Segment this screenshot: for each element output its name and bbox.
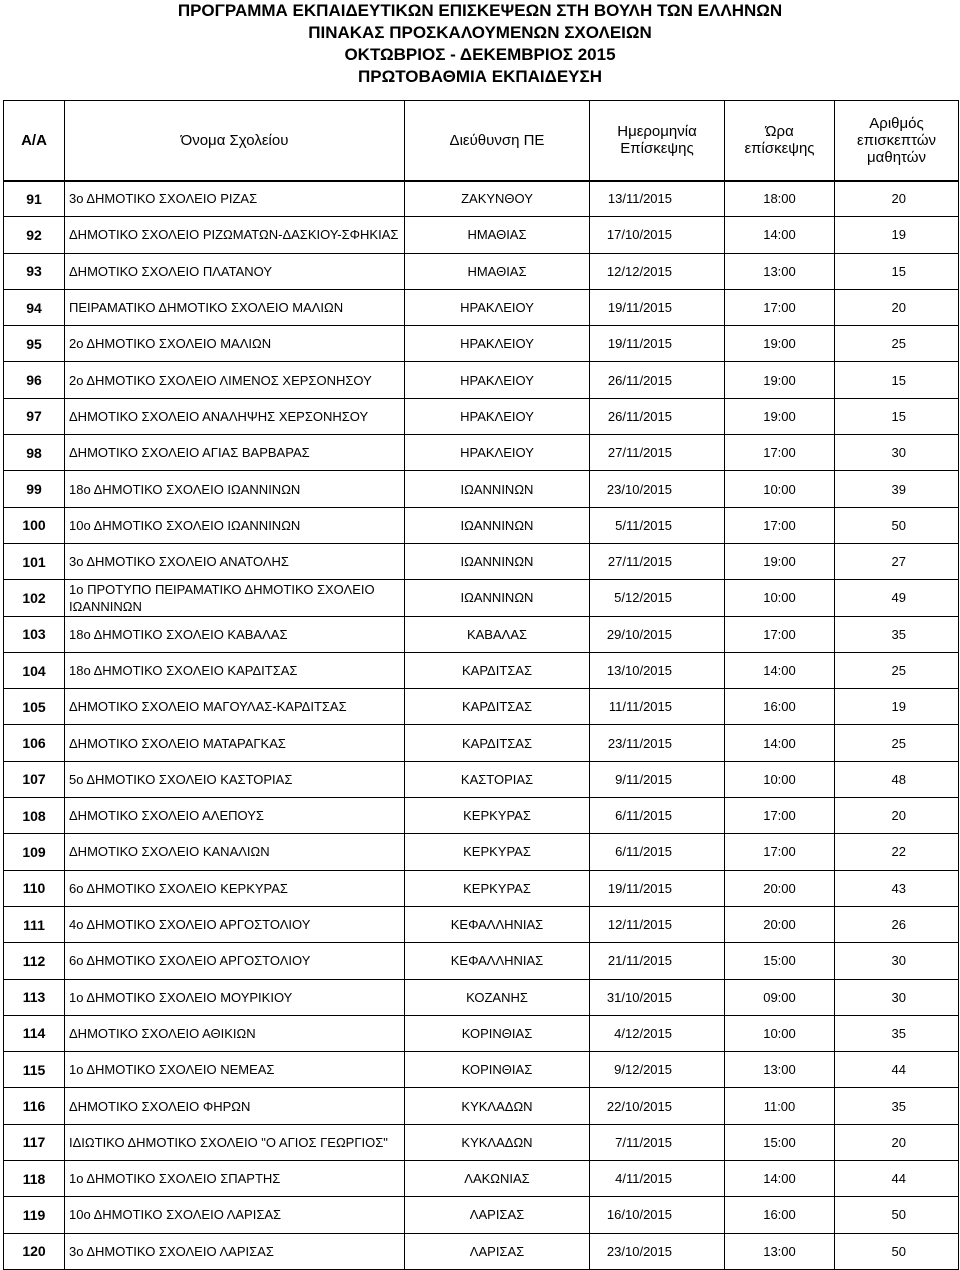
cell-directorate: ΚΑΡΔΙΤΣΑΣ [405, 689, 590, 725]
table-row [4, 870, 959, 906]
cell-date: 4/12/2015 [590, 1015, 725, 1051]
cell-time: 10:00 [725, 761, 835, 797]
table-row [4, 834, 959, 870]
cell-school-name: ΔΗΜΟΤΙΚΟ ΣΧΟΛΕΙΟ ΑΘΙΚΙΩΝ [65, 1015, 405, 1051]
cell-directorate: ΙΩΑΝΝΙΝΩΝ [405, 507, 590, 543]
cell-students: 35 [835, 1088, 959, 1124]
cell-date: 9/11/2015 [590, 761, 725, 797]
cell-aa: 114 [4, 1015, 65, 1051]
cell-directorate: ΚΕΡΚΥΡΑΣ [405, 798, 590, 834]
cell-students: 15 [835, 398, 959, 434]
cell-time: 11:00 [725, 1088, 835, 1124]
cell-directorate: ΙΩΑΝΝΙΝΩΝ [405, 471, 590, 507]
cell-aa: 113 [4, 979, 65, 1015]
table-row [4, 507, 959, 543]
cell-time: 14:00 [725, 725, 835, 761]
cell-time: 14:00 [725, 1161, 835, 1197]
cell-date: 12/11/2015 [590, 906, 725, 942]
table-row [4, 1124, 959, 1160]
cell-school-name: 18ο ΔΗΜΟΤΙΚΟ ΣΧΟΛΕΙΟ ΙΩΑΝΝΙΝΩΝ [65, 471, 405, 507]
cell-school-name: 18ο ΔΗΜΟΤΙΚΟ ΣΧΟΛΕΙΟ ΚΑΒΑΛΑΣ [65, 616, 405, 652]
cell-school-name: ΔΗΜΟΤΙΚΟ ΣΧΟΛΕΙΟ ΜΑΓΟΥΛΑΣ-ΚΑΡΔΙΤΣΑΣ [65, 689, 405, 725]
col-header-date: Ημερομηνία Επίσκεψης [590, 101, 725, 181]
cell-directorate: ΗΡΑΚΛΕΙΟΥ [405, 362, 590, 398]
cell-students: 25 [835, 326, 959, 362]
cell-time: 14:00 [725, 217, 835, 253]
cell-aa: 120 [4, 1233, 65, 1269]
cell-directorate: ΚΕΦΑΛΛΗΝΙΑΣ [405, 943, 590, 979]
cell-time: 20:00 [725, 906, 835, 942]
cell-aa: 117 [4, 1124, 65, 1160]
cell-directorate: ΛΑΡΙΣΑΣ [405, 1197, 590, 1233]
cell-date: 31/10/2015 [590, 979, 725, 1015]
cell-date: 12/12/2015 [590, 253, 725, 289]
cell-aa: 107 [4, 761, 65, 797]
cell-aa: 115 [4, 1052, 65, 1088]
cell-time: 19:00 [725, 326, 835, 362]
cell-date: 23/11/2015 [590, 725, 725, 761]
table-row [4, 798, 959, 834]
table-row [4, 906, 959, 942]
table-row [4, 616, 959, 652]
table-row [4, 543, 959, 579]
table-row [4, 326, 959, 362]
cell-directorate: ΚΥΚΛΑΔΩΝ [405, 1088, 590, 1124]
cell-time: 18:00 [725, 181, 835, 217]
cell-date: 5/11/2015 [590, 507, 725, 543]
cell-time: 16:00 [725, 689, 835, 725]
table-row [4, 1052, 959, 1088]
cell-students: 25 [835, 725, 959, 761]
table-row [4, 725, 959, 761]
cell-directorate: ΚΟΡΙΝΘΙΑΣ [405, 1052, 590, 1088]
table-row [4, 1161, 959, 1197]
col-header-time: Ώρα επίσκεψης [725, 101, 835, 181]
cell-students: 43 [835, 870, 959, 906]
cell-students: 30 [835, 979, 959, 1015]
cell-time: 17:00 [725, 507, 835, 543]
col-header-name: Όνομα Σχολείου [65, 101, 405, 181]
cell-school-name: 1ο ΔΗΜΟΤΙΚΟ ΣΧΟΛΕΙΟ ΜΟΥΡΙΚΙΟΥ [65, 979, 405, 1015]
cell-time: 13:00 [725, 253, 835, 289]
table-row [4, 398, 959, 434]
cell-school-name: 2ο ΔΗΜΟΤΙΚΟ ΣΧΟΛΕΙΟ ΜΑΛΙΩΝ [65, 326, 405, 362]
cell-school-name: ΔΗΜΟΤΙΚΟ ΣΧΟΛΕΙΟ ΚΑΝΑΛΙΩΝ [65, 834, 405, 870]
cell-aa: 106 [4, 725, 65, 761]
cell-aa: 95 [4, 326, 65, 362]
table-row [4, 289, 959, 325]
cell-school-name: ΔΗΜΟΤΙΚΟ ΣΧΟΛΕΙΟ ΑΝΑΛΗΨΗΣ ΧΕΡΣΟΝΗΣΟΥ [65, 398, 405, 434]
cell-date: 23/10/2015 [590, 471, 725, 507]
cell-students: 19 [835, 689, 959, 725]
cell-school-name: ΙΔΙΩΤΙΚΟ ΔΗΜΟΤΙΚΟ ΣΧΟΛΕΙΟ "Ο ΑΓΙΟΣ ΓΕΩΡΓΙΟΣ" [65, 1124, 405, 1160]
cell-school-name: 3ο ΔΗΜΟΤΙΚΟ ΣΧΟΛΕΙΟ ΑΝΑΤΟΛΗΣ [65, 543, 405, 579]
cell-school-name: ΠΕΙΡΑΜΑΤΙΚΟ ΔΗΜΟΤΙΚΟ ΣΧΟΛΕΙΟ ΜΑΛΙΩΝ [65, 289, 405, 325]
cell-aa: 99 [4, 471, 65, 507]
cell-directorate: ΚΕΦΑΛΛΗΝΙΑΣ [405, 906, 590, 942]
cell-aa: 110 [4, 870, 65, 906]
cell-aa: 100 [4, 507, 65, 543]
cell-school-name: 10ο ΔΗΜΟΤΙΚΟ ΣΧΟΛΕΙΟ ΙΩΑΝΝΙΝΩΝ [65, 507, 405, 543]
table-row [4, 580, 959, 616]
cell-aa: 105 [4, 689, 65, 725]
cell-students: 50 [835, 1233, 959, 1269]
cell-time: 17:00 [725, 435, 835, 471]
cell-date: 26/11/2015 [590, 398, 725, 434]
cell-date: 16/10/2015 [590, 1197, 725, 1233]
cell-aa: 102 [4, 580, 65, 616]
cell-directorate: ΗΡΑΚΛΕΙΟΥ [405, 289, 590, 325]
cell-time: 17:00 [725, 798, 835, 834]
cell-date: 6/11/2015 [590, 798, 725, 834]
cell-directorate: ΛΑΡΙΣΑΣ [405, 1233, 590, 1269]
cell-students: 25 [835, 652, 959, 688]
cell-aa: 97 [4, 398, 65, 434]
cell-time: 14:00 [725, 652, 835, 688]
doc-subtitle: ΠΙΝΑΚΑΣ ΠΡΟΣΚΑΛΟΥΜΕΝΩΝ ΣΧΟΛΕΙΩΝ [308, 23, 652, 42]
table-row [4, 689, 959, 725]
cell-aa: 119 [4, 1197, 65, 1233]
cell-school-name: ΔΗΜΟΤΙΚΟ ΣΧΟΛΕΙΟ ΑΛΕΠΟΥΣ [65, 798, 405, 834]
cell-school-name: 18ο ΔΗΜΟΤΙΚΟ ΣΧΟΛΕΙΟ ΚΑΡΔΙΤΣΑΣ [65, 652, 405, 688]
cell-aa: 103 [4, 616, 65, 652]
table-header-row [4, 101, 959, 181]
cell-students: 20 [835, 289, 959, 325]
cell-aa: 93 [4, 253, 65, 289]
cell-directorate: ΗΜΑΘΙΑΣ [405, 253, 590, 289]
cell-directorate: ΖΑΚΥΝΘΟΥ [405, 181, 590, 217]
table-row [4, 761, 959, 797]
cell-time: 10:00 [725, 1015, 835, 1051]
cell-directorate: ΗΡΑΚΛΕΙΟΥ [405, 398, 590, 434]
cell-students: 19 [835, 217, 959, 253]
cell-time: 09:00 [725, 979, 835, 1015]
cell-aa: 98 [4, 435, 65, 471]
document-header [0, 0, 960, 88]
cell-date: 17/10/2015 [590, 217, 725, 253]
cell-students: 35 [835, 616, 959, 652]
cell-directorate: ΚΟΖΑΝΗΣ [405, 979, 590, 1015]
cell-time: 15:00 [725, 1124, 835, 1160]
cell-students: 15 [835, 362, 959, 398]
cell-directorate: ΗΜΑΘΙΑΣ [405, 217, 590, 253]
cell-time: 13:00 [725, 1233, 835, 1269]
cell-time: 16:00 [725, 1197, 835, 1233]
cell-directorate: ΚΑΣΤΟΡΙΑΣ [405, 761, 590, 797]
cell-school-name: ΔΗΜΟΤΙΚΟ ΣΧΟΛΕΙΟ ΜΑΤΑΡΑΓΚΑΣ [65, 725, 405, 761]
cell-date: 4/11/2015 [590, 1161, 725, 1197]
cell-school-name: ΔΗΜΟΤΙΚΟ ΣΧΟΛΕΙΟ ΑΓΙΑΣ ΒΑΡΒΑΡΑΣ [65, 435, 405, 471]
cell-students: 22 [835, 834, 959, 870]
cell-directorate: ΗΡΑΚΛΕΙΟΥ [405, 435, 590, 471]
table-row [4, 217, 959, 253]
table-row [4, 253, 959, 289]
table-row [4, 1015, 959, 1051]
cell-date: 13/10/2015 [590, 652, 725, 688]
col-header-directorate: Διεύθυνση ΠΕ [405, 101, 590, 181]
cell-date: 7/11/2015 [590, 1124, 725, 1160]
cell-date: 23/10/2015 [590, 1233, 725, 1269]
cell-students: 50 [835, 507, 959, 543]
cell-students: 50 [835, 1197, 959, 1233]
table-row [4, 471, 959, 507]
cell-school-name: 10ο ΔΗΜΟΤΙΚΟ ΣΧΟΛΕΙΟ ΛΑΡΙΣΑΣ [65, 1197, 405, 1233]
col-header-aa: Α/Α [4, 101, 65, 181]
cell-time: 17:00 [725, 834, 835, 870]
cell-school-name: 4ο ΔΗΜΟΤΙΚΟ ΣΧΟΛΕΙΟ ΑΡΓΟΣΤΟΛΙΟΥ [65, 906, 405, 942]
cell-school-name: 5ο ΔΗΜΟΤΙΚΟ ΣΧΟΛΕΙΟ ΚΑΣΤΟΡΙΑΣ [65, 761, 405, 797]
cell-date: 26/11/2015 [590, 362, 725, 398]
cell-school-name: 1ο ΔΗΜΟΤΙΚΟ ΣΧΟΛΕΙΟ ΝΕΜΕΑΣ [65, 1052, 405, 1088]
cell-students: 44 [835, 1052, 959, 1088]
cell-aa: 109 [4, 834, 65, 870]
cell-aa: 104 [4, 652, 65, 688]
cell-students: 35 [835, 1015, 959, 1051]
table-row [4, 1088, 959, 1124]
cell-school-name: 6ο ΔΗΜΟΤΙΚΟ ΣΧΟΛΕΙΟ ΑΡΓΟΣΤΟΛΙΟΥ [65, 943, 405, 979]
cell-time: 13:00 [725, 1052, 835, 1088]
cell-students: 20 [835, 798, 959, 834]
cell-aa: 116 [4, 1088, 65, 1124]
cell-aa: 108 [4, 798, 65, 834]
cell-directorate: ΙΩΑΝΝΙΝΩΝ [405, 543, 590, 579]
cell-time: 19:00 [725, 362, 835, 398]
cell-directorate: ΚΑΡΔΙΤΣΑΣ [405, 652, 590, 688]
cell-aa: 94 [4, 289, 65, 325]
cell-date: 27/11/2015 [590, 435, 725, 471]
cell-directorate: ΛΑΚΩΝΙΑΣ [405, 1161, 590, 1197]
cell-aa: 91 [4, 181, 65, 217]
cell-time: 19:00 [725, 398, 835, 434]
cell-aa: 101 [4, 543, 65, 579]
cell-school-name: 2ο ΔΗΜΟΤΙΚΟ ΣΧΟΛΕΙΟ ΛΙΜΕΝΟΣ ΧΕΡΣΟΝΗΣΟΥ [65, 362, 405, 398]
cell-aa: 92 [4, 217, 65, 253]
table-row [4, 979, 959, 1015]
cell-date: 27/11/2015 [590, 543, 725, 579]
cell-date: 11/11/2015 [590, 689, 725, 725]
col-header-students: Αριθμός επισκεπτών μαθητών [835, 101, 959, 181]
cell-students: 27 [835, 543, 959, 579]
cell-date: 9/12/2015 [590, 1052, 725, 1088]
cell-students: 49 [835, 580, 959, 616]
cell-students: 20 [835, 181, 959, 217]
cell-directorate: ΚΑΡΔΙΤΣΑΣ [405, 725, 590, 761]
schools-table [3, 100, 959, 1270]
cell-aa: 112 [4, 943, 65, 979]
cell-directorate: ΚΥΚΛΑΔΩΝ [405, 1124, 590, 1160]
cell-school-name: 1ο ΔΗΜΟΤΙΚΟ ΣΧΟΛΕΙΟ ΣΠΑΡΤΗΣ [65, 1161, 405, 1197]
cell-school-name: 6ο ΔΗΜΟΤΙΚΟ ΣΧΟΛΕΙΟ ΚΕΡΚΥΡΑΣ [65, 870, 405, 906]
cell-students: 48 [835, 761, 959, 797]
cell-school-name: ΔΗΜΟΤΙΚΟ ΣΧΟΛΕΙΟ ΡΙΖΩΜΑΤΩΝ-ΔΑΣΚΙΟΥ-ΣΦΗΚΙΑΣ [65, 217, 405, 253]
cell-time: 15:00 [725, 943, 835, 979]
cell-students: 15 [835, 253, 959, 289]
doc-period: ΟΚΤΩΒΡΙΟΣ - ΔΕΚΕΜΒΡΙΟΣ 2015 [344, 45, 616, 64]
cell-students: 26 [835, 906, 959, 942]
cell-students: 30 [835, 435, 959, 471]
cell-school-name: 3ο ΔΗΜΟΤΙΚΟ ΣΧΟΛΕΙΟ ΡΙΖΑΣ [65, 181, 405, 217]
cell-time: 17:00 [725, 616, 835, 652]
cell-students: 44 [835, 1161, 959, 1197]
cell-directorate: ΗΡΑΚΛΕΙΟΥ [405, 326, 590, 362]
cell-school-name: 3ο ΔΗΜΟΤΙΚΟ ΣΧΟΛΕΙΟ ΛΑΡΙΣΑΣ [65, 1233, 405, 1269]
cell-date: 6/11/2015 [590, 834, 725, 870]
cell-date: 19/11/2015 [590, 870, 725, 906]
cell-time: 17:00 [725, 289, 835, 325]
cell-time: 10:00 [725, 580, 835, 616]
table-row [4, 435, 959, 471]
doc-level: ΠΡΩΤΟΒΑΘΜΙΑ ΕΚΠΑΙΔΕΥΣΗ [357, 67, 603, 86]
cell-aa: 111 [4, 906, 65, 942]
cell-students: 39 [835, 471, 959, 507]
cell-directorate: ΚΕΡΚΥΡΑΣ [405, 834, 590, 870]
cell-date: 21/11/2015 [590, 943, 725, 979]
cell-students: 20 [835, 1124, 959, 1160]
cell-date: 19/11/2015 [590, 289, 725, 325]
cell-date: 13/11/2015 [590, 181, 725, 217]
table-row [4, 181, 959, 217]
table-row [4, 1233, 959, 1269]
table-row [4, 1197, 959, 1233]
cell-students: 30 [835, 943, 959, 979]
cell-date: 29/10/2015 [590, 616, 725, 652]
table-row [4, 943, 959, 979]
cell-directorate: ΙΩΑΝΝΙΝΩΝ [405, 580, 590, 616]
cell-school-name: ΔΗΜΟΤΙΚΟ ΣΧΟΛΕΙΟ ΦΗΡΩΝ [65, 1088, 405, 1124]
table-row [4, 652, 959, 688]
cell-time: 20:00 [725, 870, 835, 906]
cell-date: 5/12/2015 [590, 580, 725, 616]
cell-date: 19/11/2015 [590, 326, 725, 362]
cell-directorate: ΚΕΡΚΥΡΑΣ [405, 870, 590, 906]
cell-time: 10:00 [725, 471, 835, 507]
cell-directorate: ΚΟΡΙΝΘΙΑΣ [405, 1015, 590, 1051]
table-row [4, 362, 959, 398]
doc-title: ΠΡΟΓΡΑΜΜΑ ΕΚΠΑΙΔΕΥΤΙΚΩΝ ΕΠΙΣΚΕΨΕΩΝ ΣΤΗ ΒΟΥΛΗ ΤΩΝ ΕΛΛΗΝΩΝ [177, 1, 783, 20]
cell-time: 19:00 [725, 543, 835, 579]
cell-date: 22/10/2015 [590, 1088, 725, 1124]
cell-directorate: ΚΑΒΑΛΑΣ [405, 616, 590, 652]
cell-aa: 96 [4, 362, 65, 398]
cell-school-name: 1ο ΠΡΟΤΥΠΟ ΠΕΙΡΑΜΑΤΙΚΟ ΔΗΜΟΤΙΚΟ ΣΧΟΛΕΙΟ ΙΩΑΝΝΙΝΩΝ [65, 580, 405, 616]
cell-school-name: ΔΗΜΟΤΙΚΟ ΣΧΟΛΕΙΟ ΠΛΑΤΑΝΟΥ [65, 253, 405, 289]
cell-aa: 118 [4, 1161, 65, 1197]
